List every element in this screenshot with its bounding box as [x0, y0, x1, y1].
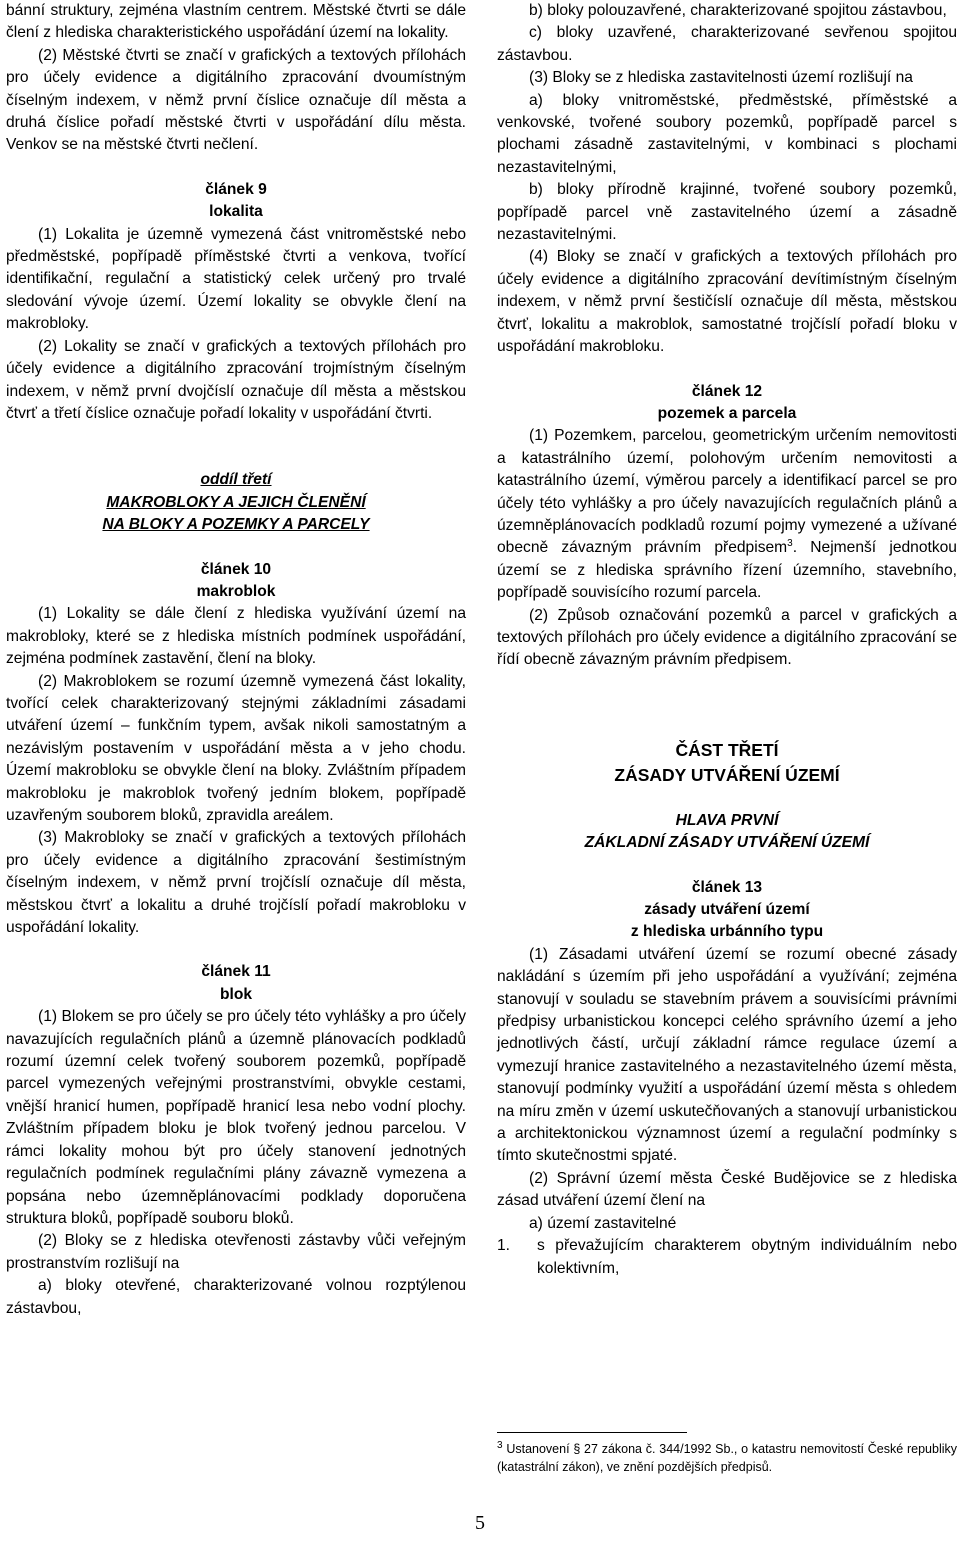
paragraph: (3) Makrobloky se značí v grafických a textových přílohách pro účely evidence a digitálního zpracování šestimístným číselným indexem, v němž první trojčíslí označuje díl města, městskou čtvrť a lokalitu a druhé trojčíslí pořadí makrobloku v uspořádání lokality.	[6, 829, 466, 937]
footnote-ref[interactable]: 3	[787, 538, 793, 550]
paragraph: (1) Blokem se pro účely se pro účely této vyhlášky a pro účely navazujících regulačních plánů a územně plánovacích podkladů rozumí územní celek tvořený souborem pozemků, popřípadě parcel vymezených veřejnými prostranstvími, obvykle cestami, vnější hranicí humen, popřípadě hranicí lesa nebo vodní plochy. Zvláštním případem bloku je blok tvořený jednou parcelou. V rámci lokality mohou být pro účely stanovení jednotných regulačních podmínek regulačními plány závazně vymezena a popsána nebo územněplánovacími podklady doporučena struktura bloků, popřípadě souboru bloků.	[6, 1008, 466, 1227]
chapter-title: ZÁKLADNÍ ZÁSADY UTVÁŘENÍ ÚZEMÍ	[584, 834, 870, 852]
paragraph: (4) Bloky se značí v grafických a textových přílohách pro účely evidence a digitálního zpracování devítimístným číselným indexem, v němž první šestičíslí označuje díl města, městskou čtvrť, lokalitu a makroblok, samostatné trojčíslí pořadí bloku v uspořádání makrobloku.	[497, 248, 957, 356]
paragraph: (2) Způsob označování pozemků a parcel v grafických a textových přílohách pro účely evidence a digitálního zpracování se řídí obecně závazným právním předpisem.	[497, 606, 957, 669]
right-column	[497, 0, 957, 1280]
paragraph: b) bloky přírodně krajinné, tvořené soubory pozemků, popřípadě parcel vně zastavitelného území a zásadně nezastavitelnými.	[497, 181, 957, 244]
list-item	[497, 1235, 957, 1280]
paragraph: (1) Lokality se dále člení z hlediska využívání území na makrobloky, které se z hlediska místních podmínek uspořádání, zejména podmínek zastavění, člení na bloky.	[6, 605, 466, 668]
article-11-subtitle: blok	[219, 985, 253, 1003]
part-title: ČÁST TŘETÍ	[675, 739, 779, 760]
paragraph: (1) Zásadami utváření území se rozumí obecné zásady nakládání s územím při jeho uspořádání a využívání; zejména stanovují v souladu se stavebním právem a souvisícími právními předpisy urbanistickou koncepci celého správního území a jeho jednotlivých částí, určují základní rámce regulace území a vymezují hranice zastavitelného a nezastavitelného území města, stanovují podmínky využití a uspořádání území města s ohledem na míru změn v území uskutečňovaných a stanovují urbanistickou a architektonickou významnost území a regulační podmínky s tímto skutečnostmi spjaté.	[497, 945, 957, 1165]
article-12-subtitle: pozemek a parcela	[657, 404, 797, 422]
paragraph	[497, 425, 957, 604]
paragraph: a) území zastavitelné	[529, 1214, 677, 1232]
article-13-subtitle: z hlediska urbánního typu	[630, 923, 824, 941]
paragraph: (2) Bloky se z hlediska otevřenosti zástavby vůči veřejným prostranstvím rozlišují na	[6, 1232, 466, 1272]
section-label: oddíl třetí	[200, 471, 272, 489]
article-9-title: článek 9	[205, 180, 267, 198]
article-13-title: článek 13	[691, 878, 763, 896]
section-title: MAKROBLOKY A JEJICH ČLENĚNÍ	[106, 493, 366, 511]
article-9-subtitle: lokalita	[209, 203, 263, 221]
paragraph: (1) Lokalita je územně vymezená část vnitroměstské nebo předměstské, popřípadě příměstské čtvrti a venkova, tvořící identifikační, regulační a statistický celek určený pro trvalé sledování vývoje území. Území lokality se obvykle člení na makrobloky.	[6, 225, 466, 333]
footnote-divider	[497, 1432, 687, 1433]
paragraph: (2) Městské čtvrti se značí v grafických a textových přílohách pro účely evidence a digitálního zpracování dvoumístným číselným indexem, v němž první číslice označuje díl města a druhá číslice pořadí městské čtvrti v uspořádání dílu města. Venkov se na městské čtvrti nečlení.	[6, 46, 466, 154]
text-fragment: (1) Pozemkem, parcelou, geometrickým určením nemovitosti a katastrálního území, polohovým určením nemovitosti a katastrálního území, výměrou parcely a identifikací parcel se pro účely této vyhlášky a pro účely navazujících regulačních plánů a územněplánovacích podkladů rozumí pojmy vymezené a užívané obecně závazným právním předpisem	[497, 427, 957, 557]
paragraph: bánní struktury, zejména vlastním centrem. Městské čtvrti se dále člení z hlediska charakteristického uspořádání území na lokality.	[6, 2, 466, 42]
section-title: NA BLOKY A POZEMKY A PARCELY	[102, 516, 370, 534]
article-10-subtitle: makroblok	[196, 582, 276, 600]
list-item-text: s převažujícím charakterem obytným individuálním nebo kolektivním,	[537, 1237, 957, 1277]
paragraph: (2) Správní území města České Budějovice se z hlediska zásad utváření území člení na	[497, 1169, 957, 1210]
paragraph: b) bloky polouzavřené, charakterizované spojitou zástavbou,	[529, 2, 947, 19]
paragraph: (2) Lokality se značí v grafických a textových přílohách pro účely evidence a digitálního zpracování trojmístným číselným indexem, v němž první dvojčíslí označuje díl města a městskou čtvrť a třetí číslice označuje pořadí lokality v uspořádání čtvrti.	[6, 337, 466, 422]
paragraph: a) bloky vnitroměstské, předměstské, příměstské a venkovské, tvořené soubory pozemků, popřípadě parcel s plochami zásadně zastavitelnými, v kombinaci s plochami nezastavitelnými,	[497, 91, 957, 176]
article-13-subtitle: zásady utváření území	[644, 901, 810, 918]
footnote-text: Ustanovení § 27 zákona č. 344/1992 Sb., o katastru nemovitostí České republiky (katastrální zákon), ve znění pozdějších předpisů.	[497, 1442, 957, 1474]
paragraph: (3) Bloky se z hlediska zastavitelnosti území rozlišují na	[529, 69, 913, 87]
article-12-title: článek 12	[691, 382, 763, 400]
part-title: ZÁSADY UTVÁŘENÍ ÚZEMÍ	[614, 764, 840, 785]
chapter-title: HLAVA PRVNÍ	[675, 811, 779, 829]
article-11-title: článek 11	[201, 963, 271, 981]
footnote	[497, 1440, 957, 1476]
paragraph: (2) Makroblokem se rozumí územně vymezená část lokality, tvořící celek charakterizovaný stejnými základními zásadami utváření území – funkčním typem, avšak nikoli samostatným a nezávislým postavením v uspořádání města a v jeho chodu. Území makrobloku se obvykle člení na bloky. Zvláštním případem makrobloku je makroblok tvořený jedním blokem, popřípadě uzavřeným souborem bloků, zpravidla areálem.	[6, 672, 466, 824]
footnote-number: 3	[497, 1439, 503, 1451]
paragraph: c) bloky uzavřené, charakterizované sevřenou spojitou zástavbou.	[497, 24, 957, 64]
paragraph: a) bloky otevřené, charakterizované volnou rozptýlenou zástavbou,	[6, 1277, 466, 1317]
page-number: 5	[475, 1512, 485, 1534]
list-item-number: 1.	[497, 1237, 511, 1255]
text-fragment: . Nejmenší jednotkou území se z hlediska správního řízení územního, stavebního, popřípadě souvisícího rozumí parcela.	[497, 539, 957, 602]
article-10-title: článek 10	[200, 560, 272, 578]
left-column	[6, 0, 466, 1320]
